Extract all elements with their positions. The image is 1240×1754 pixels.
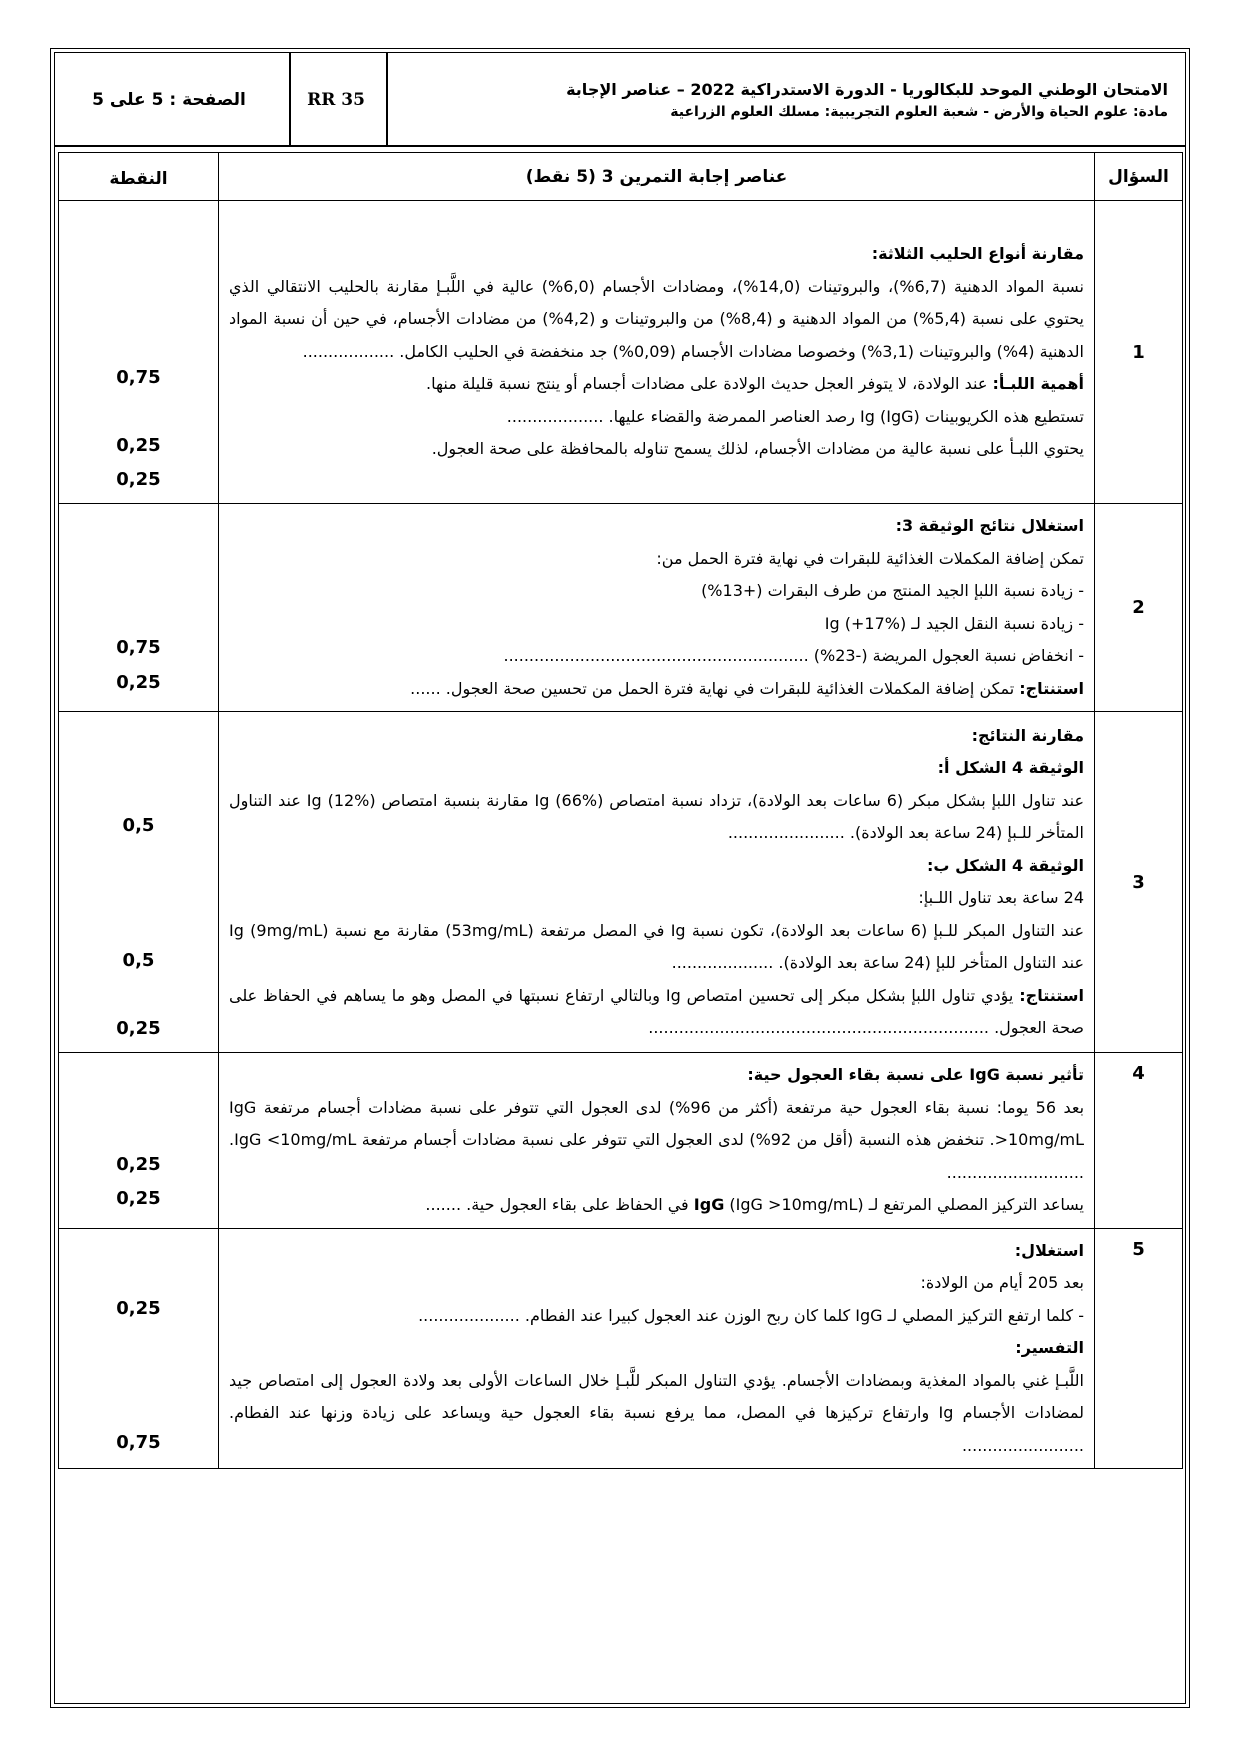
exam-header bbox=[54, 52, 1186, 147]
answer-body bbox=[219, 504, 1095, 712]
answer-text: تستطيع هذه الكريوبينات Ig (IgG) رصد العناصر الممرضة والقضاء عليها. ................... bbox=[506, 406, 1084, 426]
points-cell bbox=[59, 712, 219, 1053]
answer-heading: استنتاج: bbox=[1019, 678, 1084, 698]
points-value: 0,25 bbox=[116, 1297, 161, 1319]
answer-heading: أهمية اللبـأ: bbox=[992, 374, 1084, 394]
points-value: 0,25 bbox=[116, 469, 161, 490]
list-item: - انخفاض نسبة العجول المريضة (-23%) ............................................................ bbox=[503, 646, 1084, 665]
answer-heading: التفسير: bbox=[1015, 1338, 1084, 1357]
points-cell bbox=[59, 504, 219, 712]
answer-heading: مقارنة النتائج: bbox=[971, 725, 1084, 745]
answer-text bbox=[229, 368, 1084, 401]
table-row bbox=[59, 504, 1183, 712]
points-value: 0,5 bbox=[122, 815, 155, 836]
answer-text: نسبة المواد الدهنية (6,7%)، والبروتينات (14,0%)، ومضادات الأجسام (6,0%) عالية في اللَّبـإ مقارنة بالحليب الانتقالي الذي يحتوي على نسبة (5,4%) من المواد الدهنية و (8,4%) من والبروتينات و (4,2%) من مضادات الأجسام، في حين أن نسبة المواد الدهنية (4%) والبروتينات (3,1%) وخصوصا مضادات الأجسام (0,09%) جد منخفضة في الحليب الكامل. .................. bbox=[229, 276, 1084, 361]
points-value: 0,25 bbox=[116, 672, 161, 693]
column-header-body: عناصر إجابة التمرين 3 (5 نقط) bbox=[219, 153, 1095, 201]
points-cell bbox=[59, 1053, 219, 1229]
answer-text: يحتوي اللبـأ على نسبة عالية من مضادات الأجسام، لذلك يسمح تناوله بالمحافظة على صحة العجول. bbox=[431, 439, 1084, 459]
list-item: - زيادة نسبة النقل الجيد لـ Ig (+17%) bbox=[824, 613, 1084, 633]
exam-code: RR 35 bbox=[289, 52, 381, 147]
question-number: 1 bbox=[1095, 201, 1183, 504]
answer-text: تمكن إضافة المكملات الغذائية للبقرات في نهاية فترة الحمل من: bbox=[656, 548, 1084, 568]
answer-text-inline: IgG bbox=[693, 1195, 725, 1214]
answer-body bbox=[219, 201, 1095, 504]
column-header-points: النقطة bbox=[59, 153, 219, 201]
answer-text: عند التناول المبكر للـبإ (6 ساعات بعد الولادة)، تكون نسبة Ig في المصل مرتفعة (53mg/mL) مقارنة مع نسبة Ig (9mg/mL) عند التناول المتأخر للبإ (24 ساعة بعد الولادة). .................... bbox=[229, 920, 1084, 972]
points-value: 0,75 bbox=[116, 1431, 161, 1453]
answers-table bbox=[58, 152, 1183, 1469]
question-number: 5 bbox=[1095, 1228, 1183, 1469]
answer-heading: استنتاج: bbox=[1019, 985, 1085, 1005]
answer-text bbox=[229, 673, 1084, 706]
points-value: 0,5 bbox=[122, 950, 155, 971]
column-header-question: السؤال bbox=[1095, 153, 1183, 201]
table-row bbox=[59, 712, 1183, 1053]
exam-title: الامتحان الوطني الموحد للبكالوريا - الدورة الاستدراكية 2022 – عناصر الإجابة bbox=[566, 79, 1168, 99]
table-row bbox=[59, 1053, 1183, 1229]
list-item: - زيادة نسبة اللبإ الجيد المنتج من طرف البقرات (+13%) bbox=[701, 581, 1084, 600]
answer-subheading: الوثيقة 4 الشكل ب: bbox=[927, 855, 1084, 875]
answer-text: عند تناول اللبإ بشكل مبكر (6 ساعات بعد الولادة)، تزداد نسبة امتصاص Ig (66%) مقارنة بنسبة امتصاص Ig (12%) عند التناول المتأخر للـبإ (24 ساعة بعد الولادة). ....................... bbox=[229, 790, 1085, 842]
points-value: 0,25 bbox=[116, 435, 161, 456]
points-value: 0,25 bbox=[116, 1018, 161, 1039]
answer-heading: مقارنة أنواع الحليب الثلاثة: bbox=[871, 244, 1084, 264]
answer-text: بعد 205 أيام من الولادة: bbox=[920, 1273, 1084, 1292]
answer-heading: استغلال: bbox=[1014, 1240, 1084, 1260]
points-cell bbox=[59, 201, 219, 504]
answer-text: بعد 56 يوما: نسبة بقاء العجول حية مرتفعة (أكثر من 96%) لدى العجول التي تتوفر على نسبة مضادات أجسام مرتفعة IgG >10mg/mL. تنخفض هذه النسبة (أقل من 92%) لدى العجول التي تتوفر على نسبة مضادات أجسام مرتفعة IgG <10mg/mL. ........................... bbox=[229, 1097, 1085, 1182]
question-number: 4 bbox=[1095, 1053, 1183, 1229]
answer-text-inline: يؤدي تناول اللبإ بشكل مبكر إلى تحسين امتصاص Ig وبالتالي ارتفاع نسبتها في المصل وهو ما يساهم في الحفاظ على صحة العجول. ................................................................... bbox=[229, 985, 1084, 1037]
answer-text-inline: عند الولادة، لا يتوفر العجل حديث الولادة على مضادات أجسام أو ينتج نسبة قليلة منها. bbox=[426, 374, 993, 394]
table-header-row bbox=[59, 153, 1183, 201]
answer-text-inline: تمكن إضافة المكملات الغذائية للبقرات في نهاية فترة الحمل من تحسين صحة العجول. ...... bbox=[410, 678, 1020, 698]
question-number: 2 bbox=[1095, 504, 1183, 712]
points-value: 0,25 bbox=[116, 1188, 161, 1209]
points-value: 0,75 bbox=[116, 637, 161, 658]
points-value: 0,75 bbox=[116, 367, 161, 388]
answer-text-inline: يساعد التركيز المصلي المرتفع لـ bbox=[863, 1195, 1084, 1214]
table-row bbox=[59, 201, 1183, 504]
question-number: 3 bbox=[1095, 712, 1183, 1053]
points-value: 0,25 bbox=[116, 1154, 161, 1175]
answer-heading: استغلال نتائج الوثيقة 3: bbox=[895, 516, 1084, 535]
answer-subheading: الوثيقة 4 الشكل أ: bbox=[937, 758, 1084, 777]
answer-text bbox=[229, 980, 1084, 1045]
answer-body bbox=[219, 1228, 1095, 1469]
answer-text: 24 ساعة بعد تناول اللـبإ: bbox=[918, 888, 1084, 907]
table-row bbox=[59, 1228, 1183, 1469]
list-item: - كلما ارتفع التركيز المصلي لـ IgG كلما كان ربح الوزن عند العجول كبيرا عند الفطام. .................... bbox=[418, 1305, 1084, 1325]
answer-heading: تأثير نسبة IgG على نسبة بقاء العجول حية: bbox=[747, 1065, 1084, 1084]
answer-text bbox=[229, 1189, 1084, 1222]
answer-body bbox=[219, 712, 1095, 1053]
answer-text: اللَّبـإ غني بالمواد المغذية وبمضادات الأجسام. يؤدي التناول المبكر للَّبـإ خلال الساعات الأولى بعد ولادة العجول إلى امتصاص جيد لمضادات الأجسام Ig وارتفاع تركيزها في المصل، مما يرفع نسبة بقاء العجول حية ويساعد على زيادة وزنها عند الفطام. ........................ bbox=[229, 1370, 1084, 1455]
answer-body bbox=[219, 1053, 1095, 1229]
page-number: الصفحة : 5 على 5 bbox=[92, 89, 246, 110]
answer-text-inline: (IgG >10mg/mL) في الحفاظ على بقاء العجول حية. ....... bbox=[425, 1195, 864, 1214]
points-cell bbox=[59, 1228, 219, 1469]
subject-line: مادة: علوم الحياة والأرض - شعبة العلوم التجريبية: مسلك العلوم الزراعية bbox=[670, 103, 1168, 120]
header-title-cell bbox=[386, 52, 1186, 147]
